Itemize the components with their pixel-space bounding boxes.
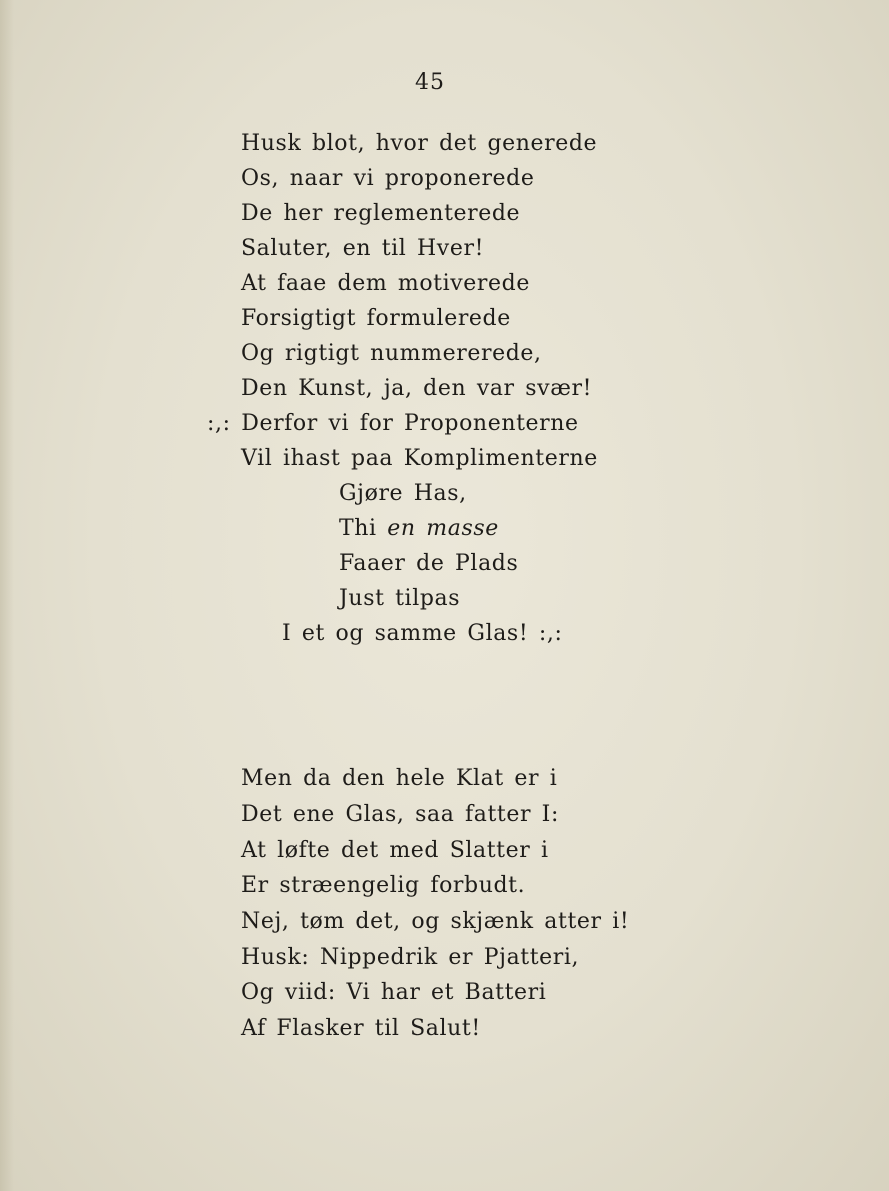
verse-line: Just tilpas xyxy=(339,586,461,611)
verse-line: Husk: Nippedrik er Pjatteri, xyxy=(241,945,580,970)
verse-line: Og rigtigt nummererede, xyxy=(241,341,542,366)
verse-line: Og viid: Vi har et Batteri xyxy=(241,980,547,1005)
verse-line: Det ene Glas, saa fatter I: xyxy=(241,802,559,827)
verse-line-refrain-end: I et og samme Glas! :,: xyxy=(282,621,563,646)
verse-line: Er stræengelig forbudt. xyxy=(241,873,526,898)
verse-line: At løfte det med Slatter i xyxy=(241,838,549,863)
verse-line: At faae dem motiverede xyxy=(241,271,530,296)
verse-line: Faaer de Plads xyxy=(339,551,519,576)
italic-phrase: en masse xyxy=(387,516,499,541)
verse-line-with-italic xyxy=(339,516,499,542)
verse-line: De her reglementerede xyxy=(241,201,521,226)
verse-line: Gjøre Has, xyxy=(339,481,467,506)
verse-line: Os, naar vi proponerede xyxy=(241,166,535,191)
verse-line: Saluter, en til Hver! xyxy=(241,236,485,261)
verse-line: Nej, tøm det, og skjænk atter i! xyxy=(241,909,630,934)
page-edge-shadow xyxy=(0,0,14,1191)
verse-line-refrain-start: :,: Derfor vi for Proponenterne xyxy=(207,411,579,436)
page-number: 45 xyxy=(415,70,445,95)
verse-line: Husk blot, hvor det generede xyxy=(241,131,598,156)
verse-line: Den Kunst, ja, den var svær! xyxy=(241,376,593,401)
verse-line: Vil ihast paa Komplimenterne xyxy=(241,446,598,471)
verse-line: Men da den hele Klat er i xyxy=(241,766,558,791)
verse-text: Thi xyxy=(339,516,388,541)
verse-line: Forsigtigt formulerede xyxy=(241,306,511,331)
verse-line: Af Flasker til Salut! xyxy=(241,1016,481,1041)
